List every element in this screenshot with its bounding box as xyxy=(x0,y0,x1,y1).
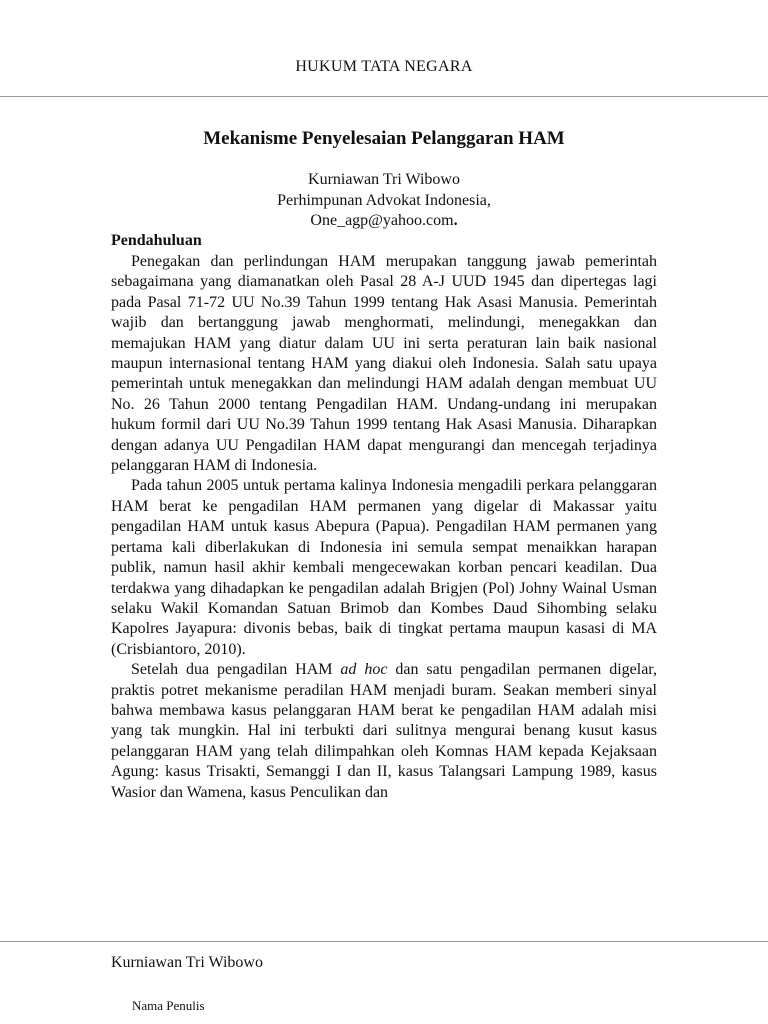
document-title: Mekanisme Penyelesaian Pelanggaran HAM xyxy=(203,128,565,149)
section-heading: Pendahuluan xyxy=(111,232,202,249)
footer-author: Kurniawan Tri Wibowo xyxy=(111,954,263,971)
footer-divider xyxy=(0,941,768,942)
paragraph-3-italic: ad hoc xyxy=(340,661,388,679)
body-text xyxy=(111,252,657,803)
paragraph-2: Pada tahun 2005 untuk pertama kalinya Indonesia mengadili perkara pelanggaran HAM berat ke pengadilan HAM permanen yang digelar di Makassar yaitu pengadilan HAM untuk kasus Abepura (Papua). Pengadilan HAM permanen yang pertama kali diberlakukan di Indonesia ini semula sempat menaikkan harapan publik, namun hasil akhir kembali mengecewakan korban pencari keadilan. Dua terdakwa yang dihadapkan ke pengadilan adalah Brigjen (Pol) Johny Wainal Usman selaku Wakil Komandan Satuan Brimob dan Kombes Daud Sihombing selaku Kapolres Jayapura: divonis bebas, baik di tingkat pertama maupun kasasi di MA (Crisbiantoro, 2010). xyxy=(111,477,657,658)
paragraph-1: Penegakan dan perlindungan HAM merupakan tanggung jawab pemerintah sebagaimana yang diamanatkan oleh Pasal 28 A-J UUD 1945 dan dipertegas lagi pada Pasal 71-72 UU No.39 Tahun 1999 tentang Hak Asasi Manusia. Pemerintah wajib dan bertanggung jawab menghormati, melindungi, menegakkan dan memajukan HAM yang diatur dalam UU ini serta peraturan lain baik nasional maupun internasional tentang HAM yang diakui oleh Indonesia. Salah satu upaya pemerintah untuk menegakkan dan melindungi HAM adalah dengan membuat UU No. 26 Tahun 2000 tentang Pengadilan HAM. Undang-undang ini merupakan hukum formil dari UU No.39 Tahun 1999 tentang Hak Asasi Manusia. Diharapkan dengan adanya UU Pengadilan HAM dapat mengurangi dan mencegah terjadinya pelanggaran HAM di Indonesia. xyxy=(111,253,657,475)
footer-label: Nama Penulis xyxy=(132,998,205,1013)
author-name: Kurniawan Tri Wibowo xyxy=(308,171,460,188)
header-divider xyxy=(0,96,768,97)
author-email-line xyxy=(0,211,768,232)
author-email: One_agp@yahoo.com xyxy=(310,212,454,229)
paragraph-3-start: Setelah dua pengadilan HAM xyxy=(131,661,341,679)
paragraph-3-rest: dan satu pengadilan permanen digelar, praktis potret mekanisme peradilan HAM menjadi buram. Seakan memberi sinyal bahwa membawa kasus pelanggaran HAM berat ke pengadilan HAM adalah misi yang tak mungkin. Hal ini terbukti dari sulitnya mengurai benang kusut kasus pelanggaran HAM yang telah dilimpahkan oleh Komnas HAM kepada Kejaksaan Agung: kasus Trisakti, Semanggi I dan II, kasus Talangsari Lampung 1989, kasus Wasior dan Wamena, kasus Penculikan dan xyxy=(111,661,657,801)
author-affiliation: Perhimpunan Advokat Indonesia, xyxy=(277,191,491,209)
running-header: HUKUM TATA NEGARA xyxy=(295,58,473,75)
author-block xyxy=(0,170,768,232)
email-period: . xyxy=(453,212,458,229)
paragraph-3 xyxy=(111,660,657,803)
